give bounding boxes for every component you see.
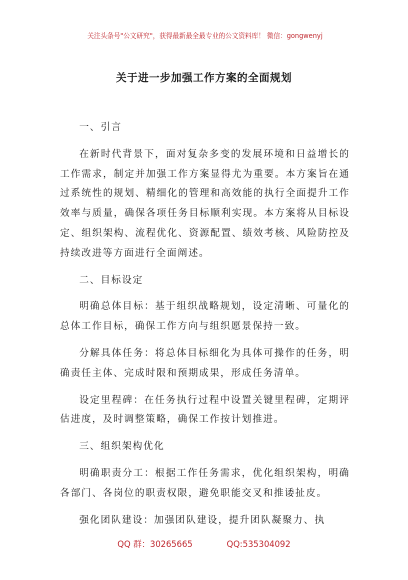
paragraph-task-breakdown: 分解具体任务：将总体目标细化为具体可操作的任务，明确责任主体、完成时限和预期成果，形成任务清单。 — [60, 347, 350, 379]
section-heading-intro: 一、引言 — [79, 122, 122, 133]
paragraph-intro: 在新时代背景下，面对复杂多变的发展环境和日益增长的工作需求，制定并加强工作方案显得尤为重要。本方案旨在通过系统性的规划、精细化的管理和高效能的执行全面提升工作效率与质量，确保各项任务目标顺利实现。本方案将从目标设定、组织架构、流程优化、资源配置、绩效考核、风险防控及持续改进等方面进行全面阐述。 — [60, 148, 350, 259]
section-heading-organization: 三、组织架构优化 — [79, 441, 165, 453]
header-banner: 关注头条号"公文研究"，获得最新最全最专业的公文资料库！ 微信：gongwenyj — [87, 32, 323, 40]
footer-contact — [0, 538, 408, 550]
footer-qq-group: QQ 群：30265665 — [117, 539, 193, 549]
paragraph-team-building: 强化团队建设：加强团队建设，提升团队凝聚力、执 — [79, 514, 326, 526]
section-heading-goals: 二、目标设定 — [79, 274, 144, 286]
paragraph-milestones: 设定里程碑：在任务执行过程中设置关键里程碑，定期评估进度，及时调整策略，确保工作按计划推进。 — [60, 394, 350, 426]
footer-qq-number: QQ:535304092 — [226, 539, 291, 549]
paragraph-responsibilities: 明确职责分工：根据工作任务需求，优化组织架构，明确各部门、各岗位的职责权限，避免职能交叉和推诿扯皮。 — [60, 467, 350, 499]
document-body — [60, 112, 350, 537]
document-title: 关于进一步加强工作方案的全面规划 — [116, 72, 292, 84]
paragraph-overall-goal: 明确总体目标：基于组织战略规划，设定清晰、可量化的总体工作目标，确保工作方向与组织愿景保持一致。 — [60, 301, 350, 333]
